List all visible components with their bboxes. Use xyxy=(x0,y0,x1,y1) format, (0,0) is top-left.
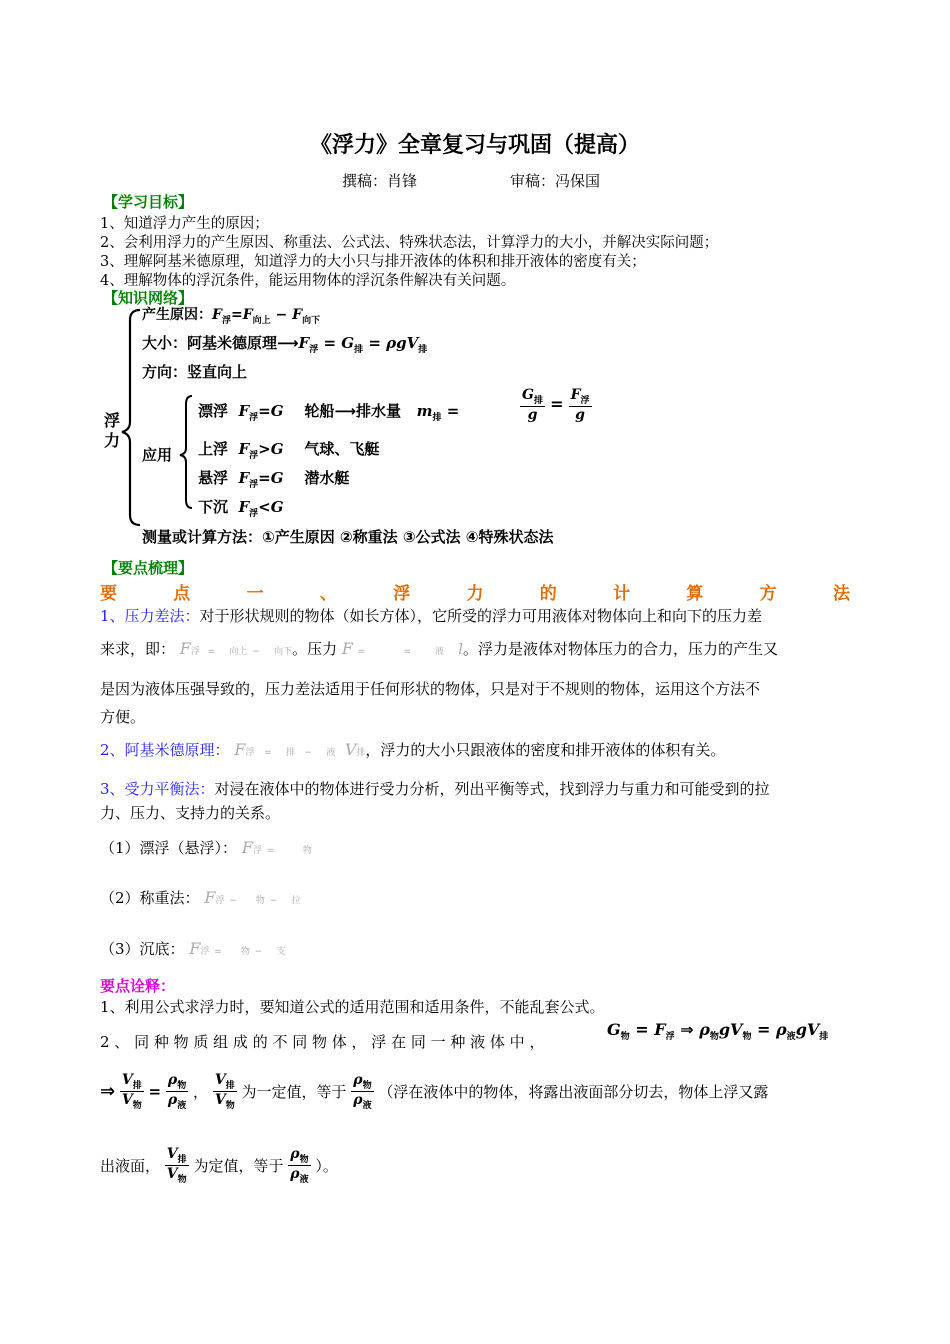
note-2: 2 、 同 种 物 质 组 成 的 不 同 物 体 ， 浮 在 同 一 种 液 体 中 ， xyxy=(100,1033,545,1051)
note-1: 1、利用公式求浮力时，要知道公式的适用范围和适用条件，不能乱套公式。 xyxy=(100,998,605,1016)
size-row: 大小：阿基米德原理$⟶F_浮 = G_排 = \rho gV_排$ xyxy=(142,334,428,355)
p3-line1: 3、受力平衡法：对浸在液体中的物体进行受力分析，列出平衡等式，找到浮力与重力和可能受到的拉 xyxy=(100,780,770,798)
root-li: 力 xyxy=(104,431,121,450)
goal-item: 4、理解物体的浮沉条件，能运用物体的浮沉条件解决有关问题。 xyxy=(100,273,516,289)
note-2-formula: $G_物 = F_浮$ ⇒ $\rho_物gV_物 = \rho_液gV_排$ xyxy=(607,1020,829,1043)
note-3-row: 出液面， $\frac{V_排}{V_物}$ 为定值，等于 $\frac{\rho_物}{\rho_液}$ ）。 xyxy=(100,1146,338,1185)
p2-line: 2、阿基米德原理： F浮 = 排 − 液 V排，浮力的大小只跟液体的密度和排开液体的体积有关。 xyxy=(100,740,726,759)
p1-line3: 是因为液体压强导致的，压力差法适用于任何形状的物体，只是对于不规则的物体，运用这个方法不 xyxy=(100,680,761,698)
suspend-row: 悬浮 $F_浮=G$ 潜水艇 xyxy=(198,469,350,490)
arrow-icon: ⟶ xyxy=(277,334,299,352)
point-one-title: 要 点 一 、 浮 力 的 计 算 方 法 xyxy=(100,584,850,604)
direction-row: 方向：竖直向上 xyxy=(142,363,248,381)
apply-label: 应用 xyxy=(142,446,173,464)
goal-item: 3、理解阿基米德原理，知道浮力的大小只与排开液体的体积和排开液体的密度有关； xyxy=(100,254,646,270)
size-label: 大小：阿基米德原理 xyxy=(142,334,278,352)
p3-line2: 力、压力、支持力的关系。 xyxy=(100,804,281,822)
cause-label: 产生原因： xyxy=(142,307,212,323)
root-fu: 浮 xyxy=(104,411,121,430)
rise-row: 上浮 $F_浮>G$ 气球、飞艇 xyxy=(198,440,380,461)
sub-float: （1）漂浮（悬浮）： F浮 = 物 xyxy=(100,838,312,857)
notes-header: 要点诠释： xyxy=(100,977,176,995)
sub-weigh: （2）称重法： F浮 − 物 − 拉 xyxy=(100,888,301,907)
p1-line1: 1、压力差法：对于形状规则的物体（如长方体），它所受的浮力可用液体对物体向上和向下的压力差 xyxy=(100,607,763,625)
p1-line4: 方便。 xyxy=(100,708,146,726)
mass-fraction-1: $\frac{G_排}{g}$ = $\frac{F_浮}{g}$ xyxy=(522,387,590,423)
goal-item: 2、会利用浮力的产生原因、称重法、公式法、特殊状态法，计算浮力的大小，并解决实际问题； xyxy=(100,235,719,251)
reviewer: 审稿：冯保国 xyxy=(510,172,601,190)
network-header: 【知识网络】 xyxy=(103,289,194,307)
methods-row: 测量或计算方法：①产生原因 ②称重法 ③公式法 ④特殊状态法 xyxy=(142,528,554,546)
goal-item: 1、知道浮力产生的原因； xyxy=(100,216,269,232)
cause-row: 产生原因：$F_浮=F_{向上} - F_{向下}$ xyxy=(142,307,321,326)
goals-header: 【学习目标】 xyxy=(103,193,194,211)
p1-line2: 来求，即： F浮 = 向上 − 向下。压力 F = = 液 l。浮力是液体对物体压力的合力，压力的产生又 xyxy=(100,639,779,658)
points-header: 【要点梳理】 xyxy=(103,559,194,577)
writer: 撰稿：肖锋 xyxy=(342,172,418,190)
ratio-row: ⇒ $\frac{V_排}{V_物}$ = $\frac{\rho_物}{\rho_液}$ ， $\frac{V_排}{V_物}$ 为一定值，等于 $\frac{\rho_物}{\rho_液}$ （浮在液体中的物体，将露出液面部分切去，物体上浮又露 xyxy=(100,1072,769,1111)
sub-bottom: （3）沉底： F浮 = 物 − 支 xyxy=(100,939,286,958)
sink-row: 下沉 $F_浮<G$ xyxy=(198,498,284,519)
page-title: 《浮力》全章复习与巩固（提高） xyxy=(309,132,640,158)
float-row: 漂浮 $F_浮=G$ 轮船⟶排水量 $m_排$ = xyxy=(198,402,460,423)
knowledge-network xyxy=(100,300,680,555)
